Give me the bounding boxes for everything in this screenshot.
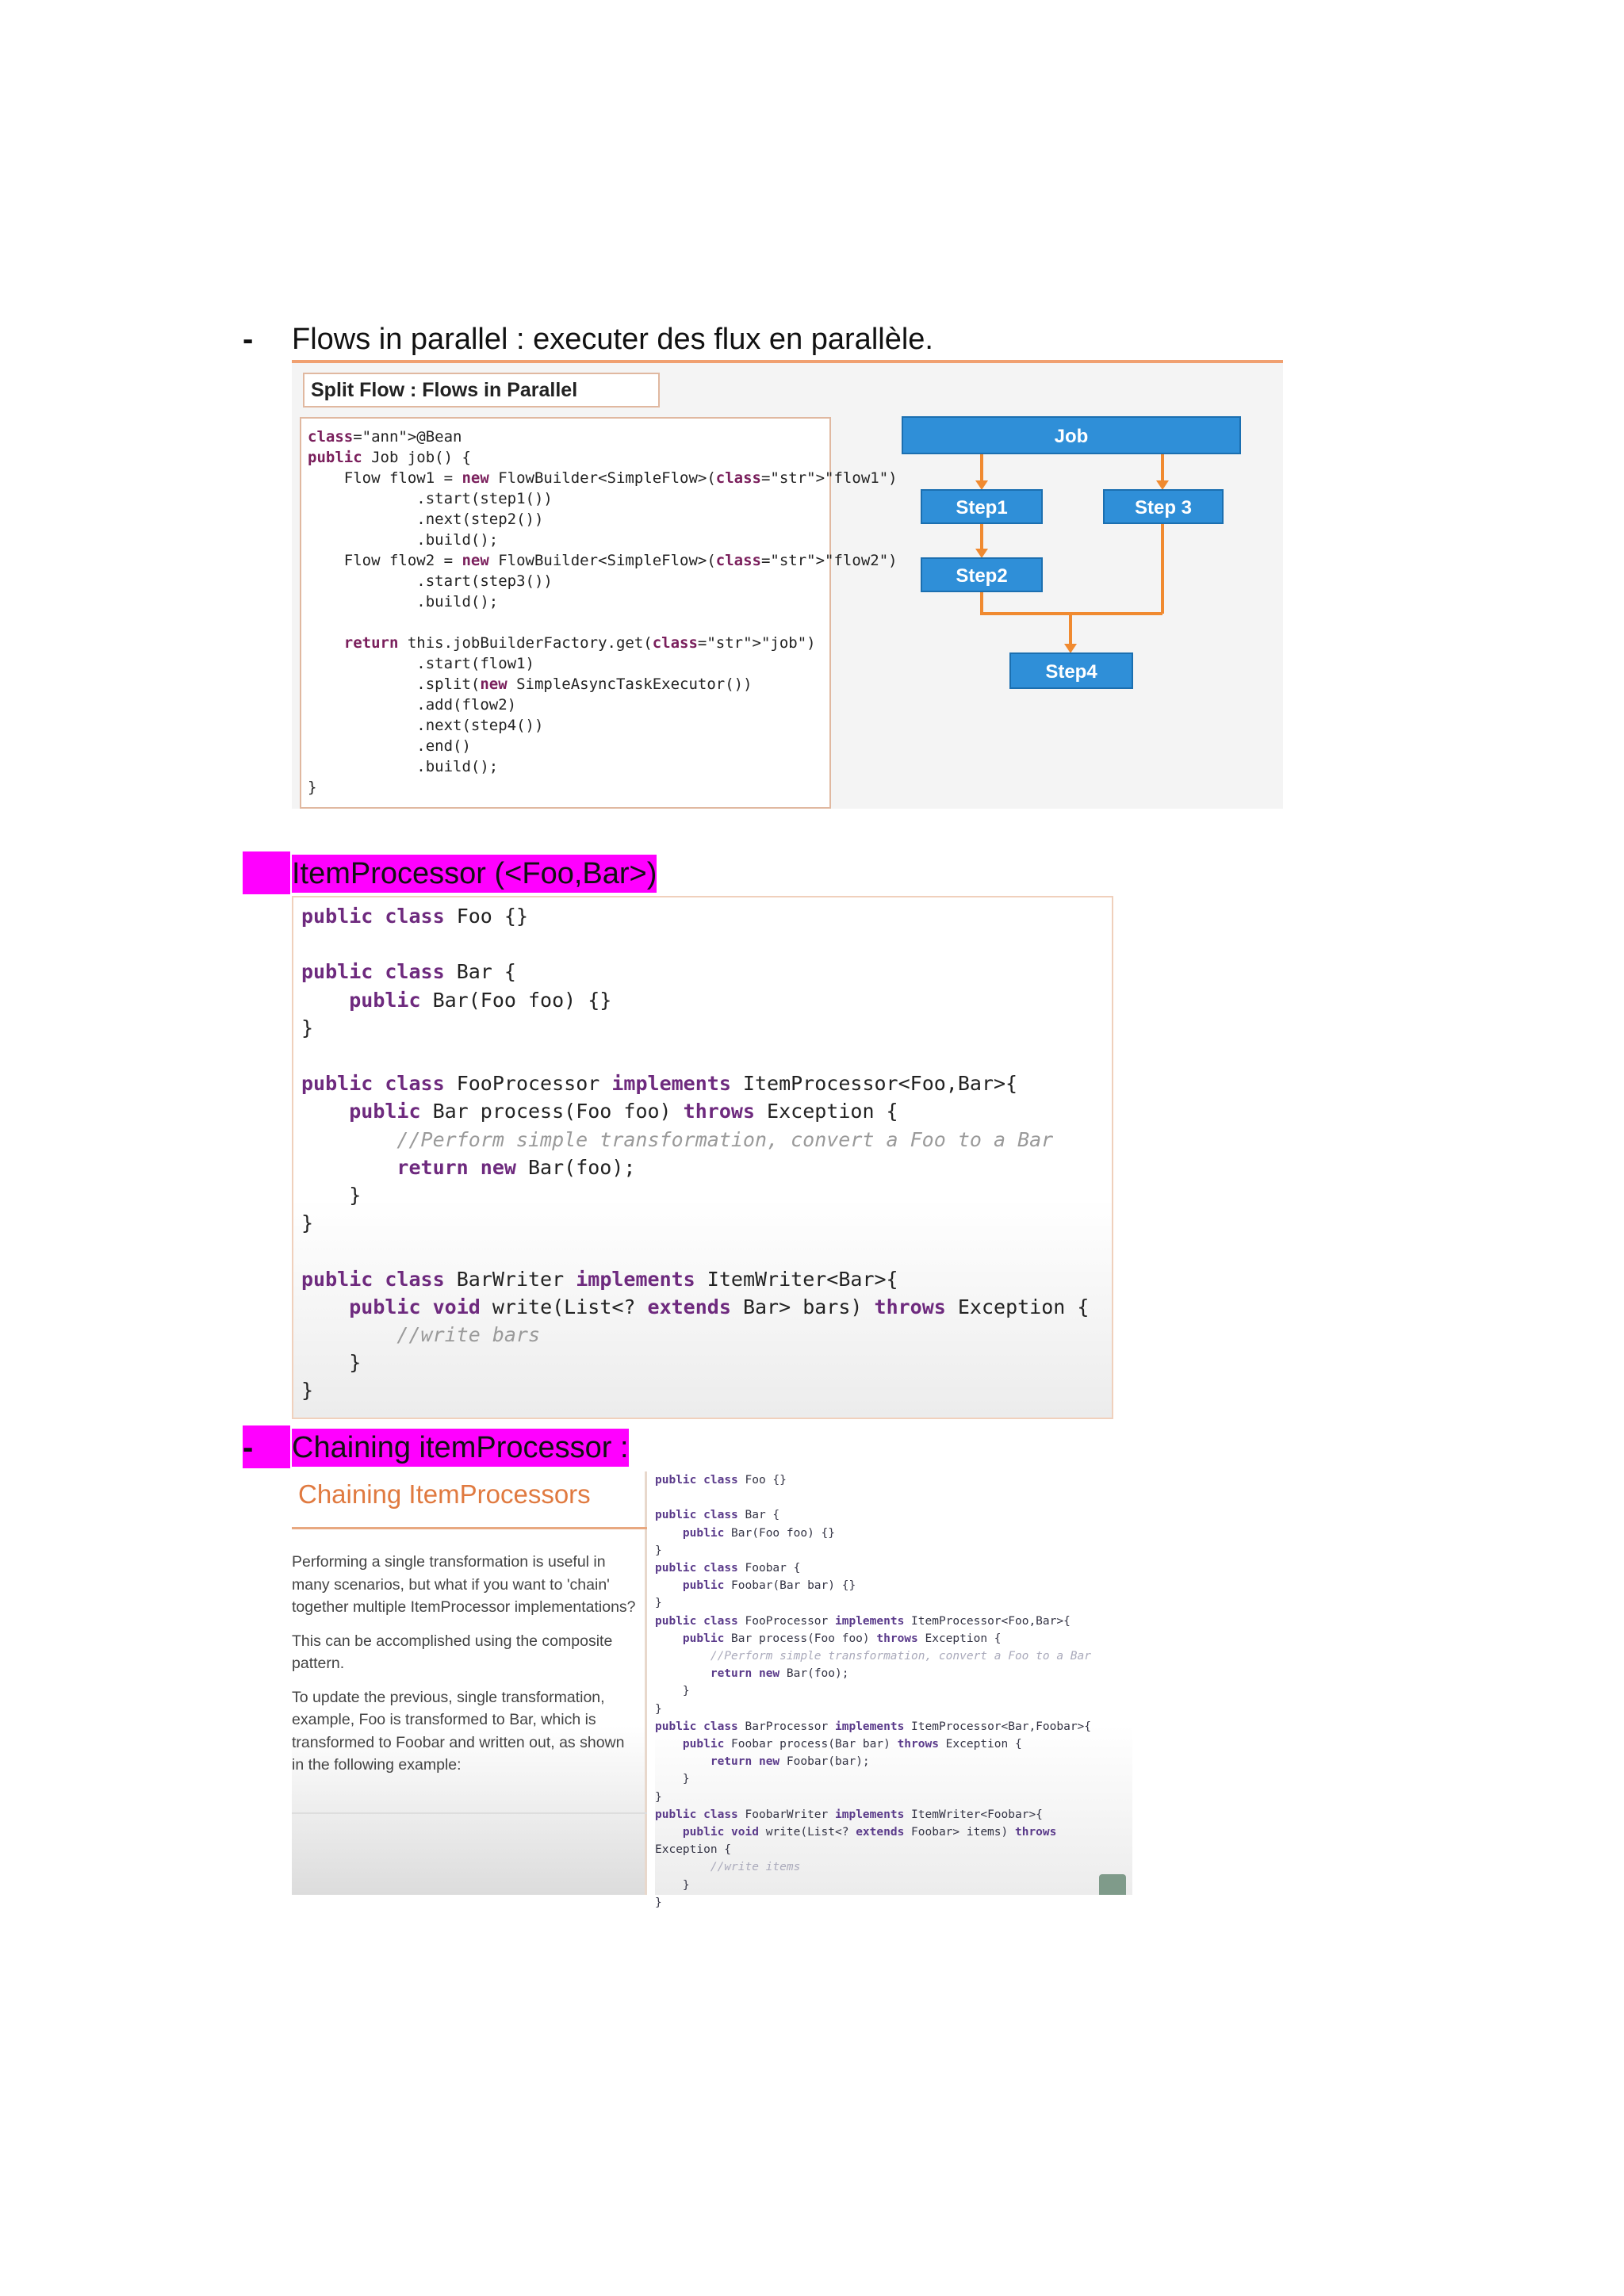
code-line: public class Foo {} [655, 1474, 787, 1487]
code-line: .build(); [416, 758, 499, 775]
node-step4 [1010, 653, 1132, 688]
arrow-step2 [975, 549, 988, 558]
svg-text:Step2: Step2 [956, 565, 1008, 587]
code-line: .split(new SimpleAsyncTaskExecutor()) [308, 675, 753, 693]
code-line: .next(step4()) [416, 717, 544, 734]
code-line: .build(); [416, 531, 499, 549]
code-line: } [308, 779, 317, 796]
code-line: public Foobar(Bar bar) {} [682, 1579, 856, 1593]
code-line: } [655, 1702, 662, 1716]
flow-diagram [902, 411, 1275, 760]
code-line: public class Foobar { [655, 1562, 801, 1575]
slide-title: Split Flow : Flows in Parallel [303, 373, 660, 408]
doc-code-pane [655, 1471, 1132, 1909]
code-line: Exception { [655, 1843, 732, 1857]
code-line: .end() [416, 737, 471, 755]
node-job [902, 417, 1240, 453]
code-block-chaining [655, 1471, 1091, 1911]
svg-text:Step1: Step1 [956, 497, 1008, 519]
code-line: public Bar process(Foo foo) throws Exception { [682, 1632, 1002, 1645]
node-step2 [921, 558, 1042, 591]
code-line: public class Foo {} [301, 905, 528, 928]
code-line: return new Bar(foo); [396, 1155, 636, 1179]
code-line: .start(step3()) [416, 572, 553, 590]
itemprocessor-screenshot [292, 896, 1113, 1419]
code-line: .build(); [416, 593, 499, 610]
section-heading: Chaining itemProcessor : [292, 1429, 629, 1467]
paragraph: To update the previous, single transformation, example, Foo is transformed to Bar, which is transformed to Foobar and written out, as shown in the following example: [292, 1688, 625, 1774]
presenter-thumbnail-icon [1099, 1874, 1126, 1895]
code-line: public Foobar process(Bar bar) throws Exception { [682, 1738, 1022, 1751]
code-line: .next(step2()) [416, 511, 544, 528]
code-panel [300, 417, 898, 809]
code-line: } [682, 1878, 690, 1892]
code-line: public Bar(Foo foo) {} [349, 988, 612, 1012]
bullet-dash: - [243, 322, 254, 357]
code-line: //write bars [301, 1323, 541, 1347]
code-line: //Perform simple transformation, convert a Foo to a Bar [655, 1650, 1091, 1663]
code-line: } [349, 1184, 362, 1207]
code-line: //Perform simple transformation, convert a Foo to a Bar [301, 1127, 1054, 1151]
arrow-step4 [1064, 644, 1077, 653]
code-line: public class FooProcessor implements ItemProcessor<Foo,Bar>{ [301, 1072, 1018, 1096]
code-line: return new Foobar(bar); [710, 1755, 870, 1769]
svg-text:Step4: Step4 [1045, 661, 1097, 683]
code-line: public Bar(Foo foo) {} [682, 1526, 835, 1540]
svg-text:Step 3: Step 3 [1134, 497, 1193, 519]
code-line: } [349, 1351, 362, 1375]
paragraph-divider [292, 1812, 647, 1814]
code-line: } [682, 1773, 690, 1786]
split-flow-screenshot [292, 360, 1283, 809]
code-line: Flow flow2 = new FlowBuilder<SimpleFlow>(class="str">"flow2") [308, 552, 898, 569]
code-line: public class BarProcessor implements ItemProcessor<Bar,Foobar>{ [655, 1720, 1092, 1733]
code-line: .start(flow1) [416, 655, 534, 672]
svg-text:Job: Job [1054, 426, 1089, 447]
doc-title: Chaining ItemProcessors [298, 1479, 591, 1509]
code-line: return new Bar(foo); [710, 1667, 849, 1681]
bullet-dash: - [243, 1430, 254, 1465]
code-line: } [301, 1211, 314, 1235]
chaining-screenshot [292, 1471, 1132, 1909]
code-line: class="ann">@Bean [308, 428, 462, 446]
code-line: public class Bar { [655, 1509, 780, 1522]
arrow-step3 [1156, 480, 1169, 490]
code-line: } [655, 1544, 662, 1557]
code-line: public class FoobarWriter implements ItemWriter<Foobar>{ [655, 1808, 1043, 1821]
code-line: public void write(List<? extends Foobar> items) throws [682, 1826, 1057, 1839]
code-line: } [301, 1016, 314, 1039]
paragraph: This can be accomplished using the composite pattern. [292, 1632, 613, 1672]
code-block-split-flow [308, 427, 898, 798]
section-heading: Flows in parallel : executer des flux en parallèle. [292, 323, 933, 356]
highlight-band [243, 851, 290, 894]
code-line: public class FooProcessor implements ItemProcessor<Foo,Bar>{ [655, 1614, 1071, 1628]
code-line: } [655, 1790, 662, 1804]
code-line: } [682, 1685, 690, 1698]
code-line: return this.jobBuilderFactory.get(class="str">"job") [343, 634, 816, 652]
code-line: } [655, 1597, 662, 1610]
code-line: } [301, 1379, 314, 1402]
title-divider [292, 1527, 647, 1529]
code-line: public Job job() { [308, 449, 471, 466]
code-line: //write items [655, 1861, 801, 1874]
section-heading: ItemProcessor (<Foo,Bar>) [292, 855, 657, 893]
code-line: public class BarWriter implements ItemWriter<Bar>{ [301, 1267, 898, 1291]
code-line: Flow flow1 = new FlowBuilder<SimpleFlow>(class="str">"flow1") [308, 469, 898, 487]
code-line: public class Bar { [301, 960, 516, 984]
node-step1 [921, 490, 1042, 523]
paragraph: Performing a single transformation is useful in many scenarios, but what if you want to 'chain' together multiple ItemProcessor implementations? [292, 1553, 636, 1616]
code-block-itemprocessor [301, 902, 1089, 1405]
code-line: .add(flow2) [416, 696, 517, 714]
doc-text-pane [292, 1471, 647, 1895]
doc-paragraphs [292, 1551, 641, 1788]
code-line: } [655, 1896, 662, 1909]
code-line: .start(step1()) [416, 490, 553, 507]
code-line: public void write(List<? extends Bar> bars) throws Exception { [349, 1295, 1090, 1318]
node-step3 [1104, 490, 1223, 523]
arrow-step1 [975, 480, 988, 490]
code-line: public Bar process(Foo foo) throws Exception { [349, 1100, 898, 1123]
